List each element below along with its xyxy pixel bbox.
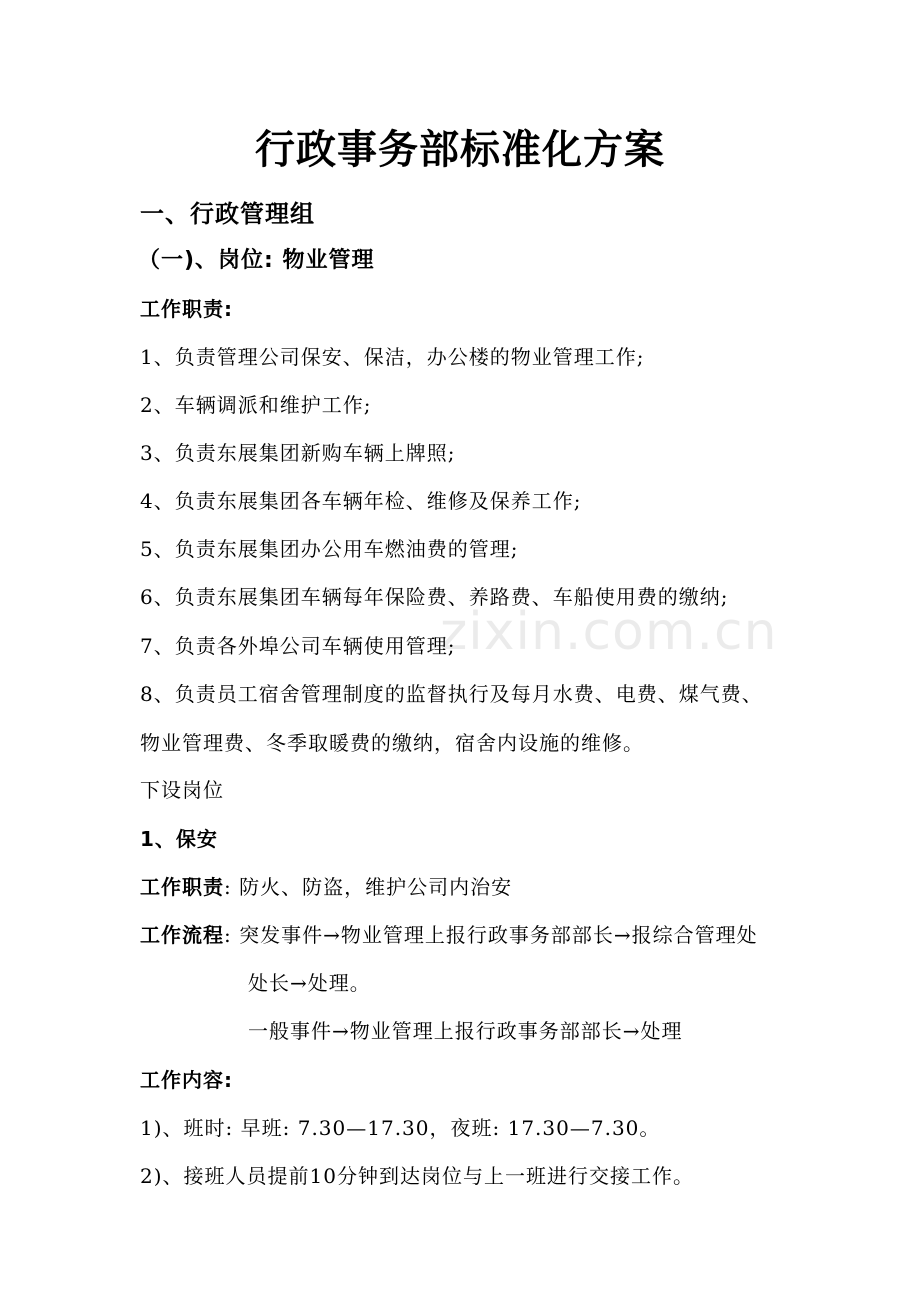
document-title: 行政事务部标准化方案	[255, 127, 665, 173]
security-duties-text: : 防火、防盗，维护公司内治安	[224, 875, 513, 899]
duties-heading: 工作职责:	[140, 297, 233, 321]
duty-item-1: 1、负责管理公司保安、保洁，办公楼的物业管理工作;	[140, 345, 645, 369]
security-duties-row	[140, 871, 512, 900]
duty-item-2: 2、车辆调派和维护工作;	[140, 393, 372, 417]
duty-item-4: 4、负责东展集团各车辆年检、维修及保养工作;	[140, 489, 582, 513]
duty-item-6: 6、负责东展集团车辆每年保险费、养路费、车船使用费的缴纳;	[140, 585, 729, 609]
security-duties-label: 工作职责	[140, 875, 224, 899]
sub-positions-heading: 下设岗位	[140, 778, 224, 802]
duty-item-3: 3、负责东展集团新购车辆上牌照;	[140, 441, 456, 465]
duty-item-8-continued: 物业管理费、冬季取暖费的缴纳，宿舍内设施的维修。	[140, 731, 644, 755]
security-content-item-1: 1)、班时: 早班: 7.30—17.30，夜班: 17.30—7.30。	[140, 1116, 661, 1140]
duty-item-8: 8、负责员工宿舍管理制度的监督执行及每月水费、电费、煤气费、	[140, 682, 763, 706]
duty-item-5: 5、负责东展集团办公用车燃油费的管理;	[140, 537, 519, 561]
security-content-item-2: 2)、接班人员提前10分钟到达岗位与上一班进行交接工作。	[140, 1164, 694, 1188]
section-heading-admin-group: 一、行政管理组	[140, 200, 315, 228]
subsection-heading-property-management: （一)、岗位: 物业管理	[138, 248, 375, 273]
security-flow-label: 工作流程	[140, 923, 224, 947]
security-heading: 1、保安	[140, 827, 218, 851]
duty-item-7: 7、负责各外埠公司车辆使用管理;	[140, 634, 456, 658]
watermark: zixin.com.cn	[440, 602, 778, 662]
security-content-heading: 工作内容:	[140, 1068, 233, 1092]
security-flow-line-3: 一般事件→物业管理上报行政事务部部长→处理	[248, 1019, 683, 1043]
security-flow-row	[140, 919, 758, 948]
security-flow-line-2: 处长→处理。	[248, 971, 371, 995]
security-flow-line-1: : 突发事件→物业管理上报行政事务部部长→报综合管理处	[224, 923, 758, 947]
